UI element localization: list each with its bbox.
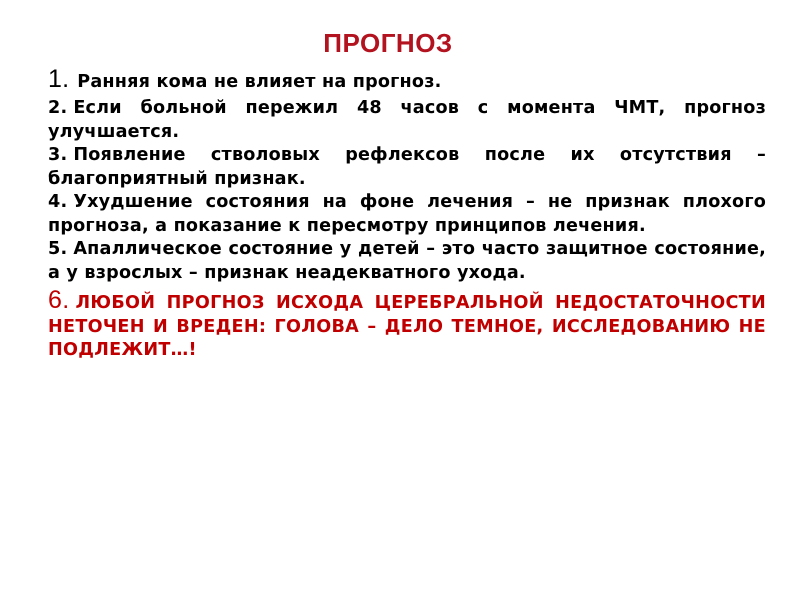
list-item-4 <box>48 191 766 238</box>
list-item-3 <box>48 144 766 191</box>
list-item-number: 2. <box>48 98 68 118</box>
prognosis-list <box>48 64 766 363</box>
list-item-text: Ухудшение состояния на фоне лечения – не признак плохого прогноза, а показание к пересмотру принципов лечения. <box>48 192 766 236</box>
list-item-text: ЛЮБОЙ ПРОГНОЗ ИСХОДА ЦЕРЕБРАЛЬНОЙ НЕДОСТАТОЧНОСТИ НЕТОЧЕН И ВРЕДЕН: ГОЛОВА – ДЕЛО ТЕМНОЕ, ИССЛЕДОВАНИЮ НЕ ПОДЛЕЖИТ…! <box>48 293 766 360</box>
list-item-6-emphasis <box>48 286 766 363</box>
list-item-text: Если больной пережил 48 часов с момента ЧМТ, прогноз улучшается. <box>48 98 766 142</box>
list-item-number: 3. <box>48 145 68 165</box>
list-item-text: Ранняя кома не влияет на прогноз. <box>77 72 442 92</box>
list-item-text: Апаллическое состояние у детей – это часто защитное состояние, а у взрослых – признак неадекватного ухода. <box>48 239 766 283</box>
list-item-number: 1. <box>48 65 70 93</box>
list-item-number: 4. <box>48 192 68 212</box>
list-item-number: 5. <box>48 239 68 259</box>
list-item-text: Появление стволовых рефлексов после их отсутствия – благоприятный признак. <box>48 145 766 189</box>
list-item-1 <box>48 64 766 97</box>
list-item-5 <box>48 238 766 285</box>
slide-title: ПРОГНОЗ <box>323 28 453 58</box>
list-item-2 <box>48 97 766 144</box>
list-item-number: 6. <box>48 286 70 314</box>
